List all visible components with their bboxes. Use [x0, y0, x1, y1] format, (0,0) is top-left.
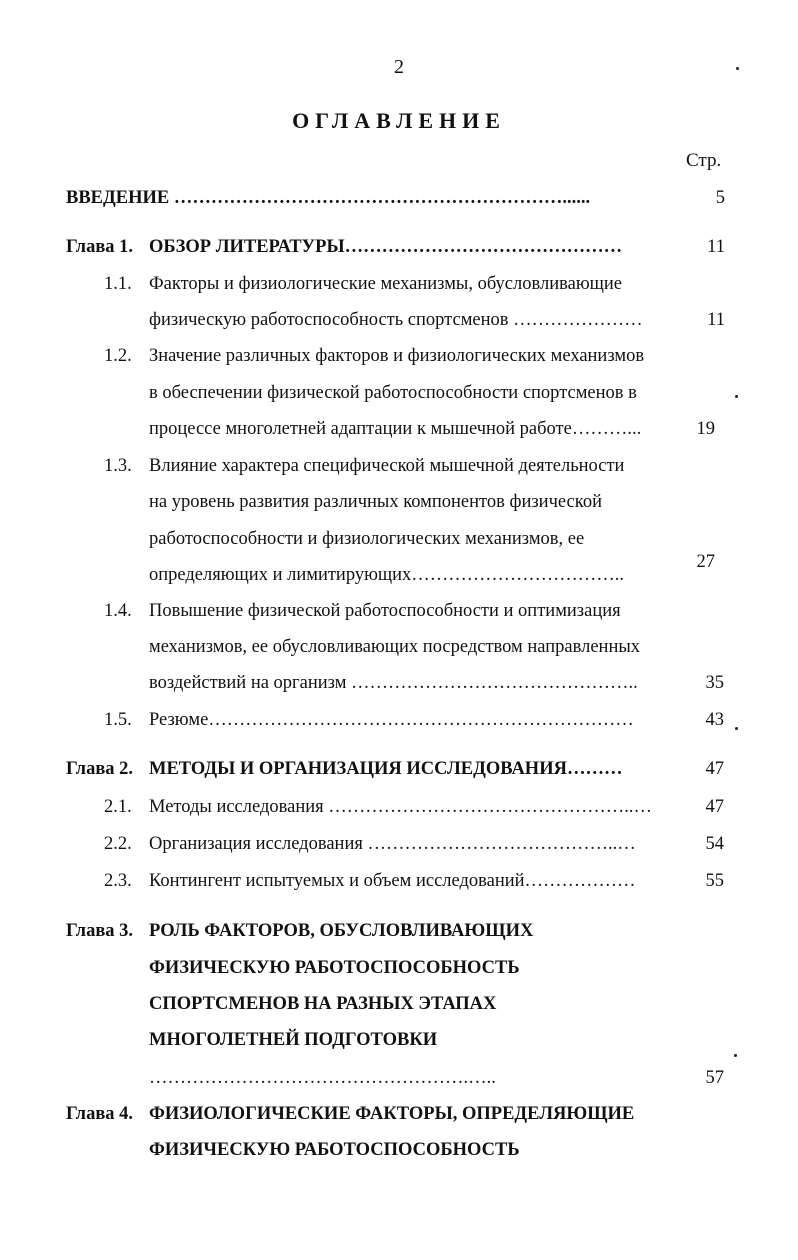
toc-ch3-page: 57	[705, 1068, 724, 1088]
toc-ch3-line4: МНОГОЛЕТНЕЙ ПОДГОТОВКИ	[149, 1030, 438, 1050]
toc-2-2-num: 2.2.	[104, 834, 132, 854]
toc-intro-page: 5	[715, 188, 725, 208]
toc-2-2-page: 54	[705, 834, 724, 854]
toc-1-1-line1: Факторы и физиологические механизмы, обусловливающие	[149, 274, 623, 294]
toc-ch1-title: ОБЗОР ЛИТЕРАТУРЫ………………………………………	[149, 237, 623, 257]
toc-ch2-page: 47	[705, 759, 724, 779]
toc-intro-text: ВВЕДЕНИЕ ………………………………………………………......	[66, 188, 591, 208]
toc-ch4-label: Глава 4.	[66, 1104, 134, 1124]
toc-2-2-line1: Организация исследования …………………………………..…	[149, 834, 636, 854]
toc-ch3-label: Глава 3.	[66, 921, 134, 941]
toc-1-4-line2: механизмов, ее обусловливающих посредством направленных	[149, 637, 641, 657]
toc-1-2-page: 19	[696, 419, 715, 439]
toc-2-1-num: 2.1.	[104, 797, 132, 817]
toc-ch3-line2: ФИЗИЧЕСКУЮ РАБОТОСПОСОБНОСТЬ	[149, 958, 520, 978]
toc-1-2-line2: в обеспечении физической работоспособности спортсменов в	[149, 383, 637, 403]
toc-1-2-line1: Значение различных факторов и физиологических механизмов	[149, 346, 645, 366]
toc-1-4-line3: воздействий на организм ………………………………………..	[149, 673, 638, 693]
scan-speck	[735, 395, 738, 398]
toc-2-3-num: 2.3.	[104, 871, 132, 891]
toc-1-1-page: 11	[707, 310, 725, 330]
toc-1-3-page: 27	[696, 552, 715, 572]
toc-2-3-page: 55	[705, 871, 724, 891]
toc-ch4-line1: ФИЗИОЛОГИЧЕСКИЕ ФАКТОРЫ, ОПРЕДЕЛЯЮЩИЕ	[149, 1104, 635, 1124]
toc-1-3-num: 1.3.	[104, 456, 132, 476]
toc-1-1-line2: физическую работоспособность спортсменов …………………	[149, 310, 643, 330]
toc-ch3-line1: РОЛЬ ФАКТОРОВ, ОБУСЛОВЛИВАЮЩИХ	[149, 921, 534, 941]
toc-1-3-line1: Влияние характера специфической мышечной деятельности	[149, 456, 625, 476]
toc-2-1-line1: Методы исследования …………………………………………..…	[149, 797, 653, 817]
scan-speck	[735, 727, 738, 730]
toc-1-4-num: 1.4.	[104, 601, 132, 621]
toc-1-3-line2: на уровень развития различных компонентов физической	[149, 492, 602, 512]
page-title: ОГЛАВЛЕНИЕ	[292, 108, 506, 133]
toc-1-3-line4: определяющих и лимитирующих……………………………..	[149, 565, 625, 585]
toc-1-5-line1: Резюме……………………………………………………………	[149, 710, 634, 730]
toc-ch1-page: 11	[707, 237, 725, 257]
toc-1-4-line1: Повышение физической работоспособности и оптимизация	[149, 601, 621, 621]
toc-ch3-leader-dots: …………………………………………….…..	[149, 1068, 496, 1088]
toc-1-5-num: 1.5.	[104, 710, 132, 730]
toc-ch4-line2: ФИЗИЧЕСКУЮ РАБОТОСПОСОБНОСТЬ	[149, 1140, 520, 1160]
toc-2-1-page: 47	[705, 797, 724, 817]
toc-1-3-line3: работоспособности и физиологических механизмов, ее	[149, 529, 585, 549]
toc-1-2-line3: процессе многолетней адаптации к мышечной работе………...	[149, 419, 642, 439]
toc-1-2-num: 1.2.	[104, 346, 132, 366]
toc-1-5-page: 43	[705, 710, 724, 730]
toc-1-1-num: 1.1.	[104, 274, 132, 294]
toc-ch1-label: Глава 1.	[66, 237, 134, 257]
toc-ch3-line3: СПОРТСМЕНОВ НА РАЗНЫХ ЭТАПАХ	[149, 994, 497, 1014]
toc-ch2-label: Глава 2.	[66, 759, 134, 779]
toc-1-4-page: 35	[705, 673, 724, 693]
toc-2-3-line1: Контингент испытуемых и объем исследований………………	[149, 871, 636, 891]
scan-speck	[736, 67, 739, 70]
page-column-label: Стр.	[686, 150, 722, 171]
page-number: 2	[394, 56, 404, 78]
scan-speck	[734, 1054, 737, 1057]
toc-ch2-title: МЕТОДЫ И ОРГАНИЗАЦИЯ ИССЛЕДОВАНИЯ………	[149, 759, 623, 779]
